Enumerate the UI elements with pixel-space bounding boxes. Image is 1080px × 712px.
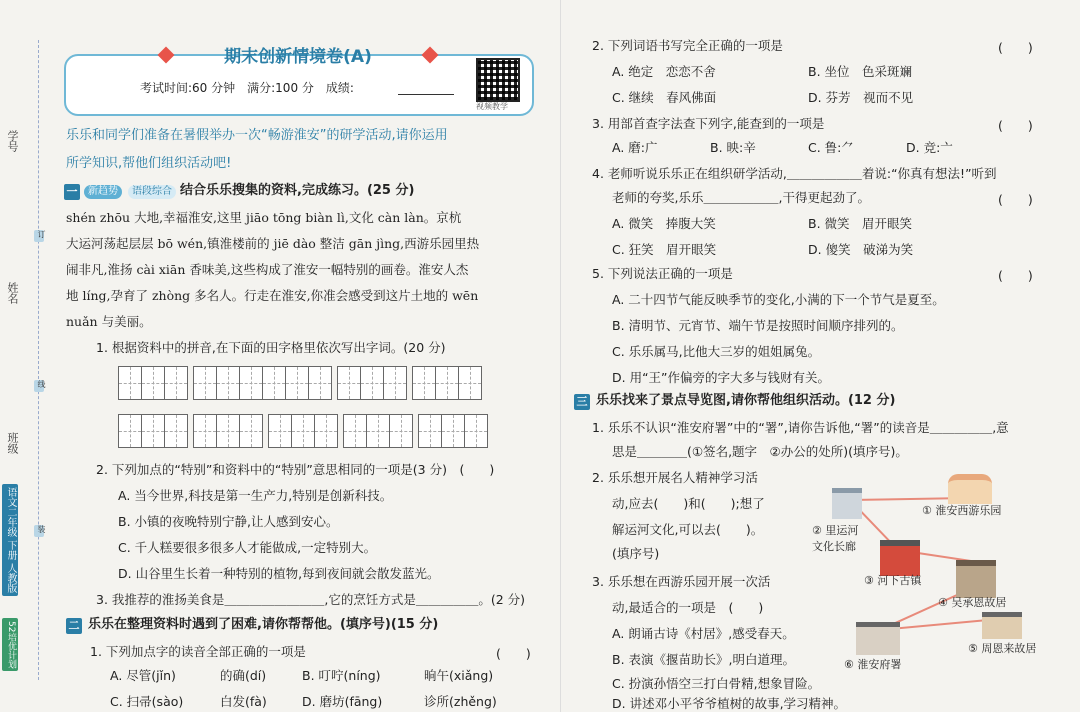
binding-zhuang: 装 xyxy=(37,525,46,533)
tianzige-cell[interactable] xyxy=(193,414,217,448)
intro-line-1: 乐乐和同学们准备在暑假举办一次“畅游淮安”的研学活动,请你运用 xyxy=(66,128,448,143)
s2-q4-option-d[interactable]: D. 傻笑 破涕为笑 xyxy=(808,242,914,257)
s3-q2-line-3[interactable]: 解运河文化,可以去( )。 xyxy=(612,522,764,537)
tianzige-cell[interactable] xyxy=(458,366,482,400)
s2-q3-option-a[interactable]: A. 磨:广 xyxy=(612,140,658,155)
s2-q1-word: 诊所(zhěng) xyxy=(424,694,497,709)
tianzige-cell[interactable] xyxy=(441,414,465,448)
s2-q1-word: 晌午(xiǎng) xyxy=(424,668,494,683)
tianzige-cell[interactable] xyxy=(343,414,367,448)
tianzige-cell[interactable] xyxy=(118,366,142,400)
s2-q4-line-2: 老师的夸奖,乐乐＿＿＿＿＿＿,干得更起劲了。 xyxy=(612,190,870,205)
s2-q1-option-d[interactable]: D. 磨坊(fāng) xyxy=(302,694,383,709)
s3-q2-line-4: (填序号) xyxy=(612,546,660,561)
binding-dashed-line xyxy=(38,40,39,680)
s2-q1-option-c[interactable]: C. 扫帚(sào) xyxy=(110,694,184,709)
class-label: 班级 xyxy=(6,432,19,454)
section1-tag: 新趋势 xyxy=(84,185,122,199)
map-label-4: ④ 吴承恩故居 xyxy=(938,596,1007,609)
tianzige-cell[interactable] xyxy=(141,414,165,448)
section2-badge: 二 xyxy=(66,618,82,634)
student-id-label: 学号 xyxy=(6,130,19,152)
map-label-2b: 文化长廊 xyxy=(812,540,856,553)
intro-line-2: 所学知识,帮他们组织活动吧! xyxy=(66,156,232,171)
s2-q1-option-a[interactable]: A. 尽管(jǐn) xyxy=(110,668,176,683)
landmark-icon xyxy=(832,488,862,519)
map-label-6: ⑥ 淮安府署 xyxy=(844,658,902,671)
landmark-icon xyxy=(948,474,992,504)
tianzige-cell[interactable] xyxy=(360,366,384,400)
s2-q3: 3. 用部首查字法查下列字,能查到的一项是 xyxy=(592,116,825,131)
section1-tag-2: 语段综合 xyxy=(128,185,176,199)
s3-q3-option-a[interactable]: A. 朗诵古诗《村居》,感受春天。 xyxy=(612,626,795,641)
passage-line-1: shén zhōu 大地,幸福淮安,这里 jiāo tōng biàn lì,文化 càn làn。京杭 xyxy=(66,210,462,225)
s2-q3-option-b[interactable]: B. 映:辛 xyxy=(710,140,756,155)
s1-q2: 2. 下列加点的“特别”和资料中的“特别”意思相同的一项是(3 分) ( ) xyxy=(96,462,495,477)
score-blank xyxy=(398,94,454,95)
binding-strip xyxy=(0,0,58,712)
s2-q5-option-d[interactable]: D. 用“王”作偏旁的字大多与钱财有关。 xyxy=(612,370,831,385)
s2-q1-option-b[interactable]: B. 叮咛(níng) xyxy=(302,668,381,683)
tianzige-cell[interactable] xyxy=(285,366,309,400)
s2-q5-answer[interactable]: ( ) xyxy=(998,268,1033,283)
s2-q2: 2. 下列词语书写完全正确的一项是 xyxy=(592,38,783,53)
exam-info: 考试时间:60 分钟 满分:100 分 成绩: xyxy=(140,81,354,95)
landmark-icon xyxy=(982,612,1022,639)
tianzige-cell[interactable] xyxy=(464,414,488,448)
landmark-icon xyxy=(880,540,920,576)
map-label-3: ③ 河下古镇 xyxy=(864,574,922,587)
tianzige-cell[interactable] xyxy=(164,414,188,448)
s2-q1-word: 白发(fà) xyxy=(220,694,267,709)
tianzige-cell[interactable] xyxy=(366,414,390,448)
s2-q4-option-a[interactable]: A. 微笑 捧腹大笑 xyxy=(612,216,716,231)
tianzige-cell[interactable] xyxy=(193,366,217,400)
section1-title: 结合乐乐搜集的资料,完成练习。(25 分) xyxy=(180,183,415,198)
s3-q3-option-c[interactable]: C. 扮演孙悟空三打白骨精,想象冒险。 xyxy=(612,676,821,691)
s2-q1-word: 的确(dí) xyxy=(220,668,267,683)
s2-q5: 5. 下列说法正确的一项是 xyxy=(592,266,733,281)
s3-q2-line-1: 2. 乐乐想开展名人精神学习活 xyxy=(592,470,758,485)
landmark-icon xyxy=(956,560,996,598)
s1-q2-option-a[interactable]: A. 当今世界,科技是第一生产力,特别是创新科技。 xyxy=(118,488,393,503)
qr-code[interactable] xyxy=(476,58,520,102)
s2-q3-option-d[interactable]: D. 竞:亠 xyxy=(906,140,953,155)
s2-q5-option-a[interactable]: A. 二十四节气能反映季节的变化,小满的下一个节气是夏至。 xyxy=(612,292,945,307)
tianzige-cell[interactable] xyxy=(389,414,413,448)
grade-badge: 语文二年级 下册 人教版 xyxy=(2,484,18,596)
tianzige-cell[interactable] xyxy=(216,366,240,400)
tianzige-cell[interactable] xyxy=(383,366,407,400)
tianzige-cell[interactable] xyxy=(418,414,442,448)
passage-line-5: nuǎn 与美丽。 xyxy=(66,314,152,329)
page-gutter xyxy=(560,0,561,712)
tianzige-cell[interactable] xyxy=(141,366,165,400)
map-label-5: ⑤ 周恩来故居 xyxy=(968,642,1037,655)
tianzige-cell[interactable] xyxy=(308,366,332,400)
s2-q2-option-b[interactable]: B. 坐位 色采斑斓 xyxy=(808,64,913,79)
s3-q3-line-1: 3. 乐乐想在西游乐园开展一次活 xyxy=(592,574,771,589)
tianzige-row-1[interactable] xyxy=(118,366,481,400)
s2-q5-option-c[interactable]: C. 乐乐属马,比他大三岁的姐姐属兔。 xyxy=(612,344,821,359)
tianzige-cell[interactable] xyxy=(337,366,361,400)
tianzige-cell[interactable] xyxy=(291,414,315,448)
s1-q3[interactable]: 3. 我推荐的淮扬美食是＿＿＿＿＿＿＿＿,它的烹饪方式是＿＿＿＿＿。(2 分) xyxy=(96,592,526,607)
tianzige-cell[interactable] xyxy=(164,366,188,400)
s2-q2-answer[interactable]: ( ) xyxy=(998,40,1033,55)
s2-q4-line-1: 4. 老师听说乐乐正在组织研学活动,＿＿＿＿＿＿着说:“你真有想法!”听到 xyxy=(592,166,997,181)
tianzige-cell[interactable] xyxy=(216,414,240,448)
s3-q2-line-2[interactable]: 动,应去( )和( );想了 xyxy=(612,496,765,511)
section1-badge: 一 xyxy=(64,184,80,200)
s2-q4-option-b[interactable]: B. 微笑 眉开眼笑 xyxy=(808,216,913,231)
s3-q1-line-1[interactable]: 1. 乐乐不认识“淮安府署”中的“署”,请你告诉他,“署”的读音是＿＿＿＿＿,意 xyxy=(592,420,1009,435)
tianzige-cell[interactable] xyxy=(314,414,338,448)
map-label-2: ② 里运河 xyxy=(812,524,859,537)
section3-badge: 三 xyxy=(574,394,590,410)
s2-q2-option-d[interactable]: D. 芬芳 视而不见 xyxy=(808,90,914,105)
tour-map xyxy=(812,470,1064,682)
tianzige-cell[interactable] xyxy=(118,414,142,448)
s3-q3-option-d[interactable]: D. 讲述邓小平爷爷植树的故事,学习精神。 xyxy=(612,696,847,711)
s2-q4-answer[interactable]: ( ) xyxy=(998,192,1033,207)
name-label: 姓名 xyxy=(6,282,19,304)
tianzige-cell[interactable] xyxy=(262,366,286,400)
s1-q2-option-c[interactable]: C. 千人糕要很多很多人才能做成,一定特别大。 xyxy=(118,540,377,555)
map-label-1: ① 淮安西游乐园 xyxy=(922,504,1002,517)
s1-q2-option-b[interactable]: B. 小镇的夜晚特别宁静,让人感到安心。 xyxy=(118,514,339,529)
passage-line-3: 闹非凡,淮扬 cài xiān 香味美,这些构成了淮安一幅特别的画卷。淮安人杰 xyxy=(66,262,469,277)
passage-line-4: 地 líng,孕育了 zhòng 多名人。行走在淮安,你准会感受到这片土地的 wēn xyxy=(66,288,479,303)
s2-q2-option-c[interactable]: C. 继续 春风佛面 xyxy=(612,90,717,105)
tianzige-cell[interactable] xyxy=(239,366,263,400)
s2-q3-answer[interactable]: ( ) xyxy=(998,118,1033,133)
binding-ding: 订 xyxy=(37,230,46,238)
s2-q4-option-c[interactable]: C. 狂笑 眉开眼笑 xyxy=(612,242,717,257)
qr-caption: 视频教学 xyxy=(476,102,508,111)
s3-q1-line-2[interactable]: 思是＿＿＿＿(①签名,题字 ②办公的处所)(填序号)。 xyxy=(612,444,908,459)
passage-line-2: 大运河荡起层层 bō wén,镇淮楼前的 jiē dào 整洁 gān jìng,西游乐园里热 xyxy=(66,236,480,251)
s2-q1: 1. 下列加点字的读音全部正确的一项是 xyxy=(90,644,306,659)
series-badge: 52培优计划 xyxy=(2,618,18,671)
s1-q1: 1. 根据资料中的拼音,在下面的田字格里依次写出字词。(20 分) xyxy=(96,340,446,355)
tianzige-cell[interactable] xyxy=(239,414,263,448)
section3-title: 乐乐找来了景点导览图,请你帮他组织活动。(12 分) xyxy=(596,393,896,408)
binding-xian: 线 xyxy=(37,380,46,388)
tianzige-row-2[interactable] xyxy=(118,414,487,448)
tianzige-cell[interactable] xyxy=(435,366,459,400)
tianzige-cell[interactable] xyxy=(412,366,436,400)
s2-q3-option-c[interactable]: C. 鲁:⺈ xyxy=(808,140,854,155)
section2-title: 乐乐在整理资料时遇到了困难,请你帮帮他。(填序号)(15 分) xyxy=(88,617,439,632)
s2-q1-answer[interactable]: ( ) xyxy=(496,646,531,661)
s3-q3-option-b[interactable]: B. 表演《揠苗助长》,明白道理。 xyxy=(612,652,795,667)
landmark-icon xyxy=(856,622,900,655)
exam-title: 期末创新情境卷(A) xyxy=(224,47,372,67)
s1-q2-option-d[interactable]: D. 山谷里生长着一种特别的植物,每到夜间就会散发蓝光。 xyxy=(118,566,440,581)
s2-q5-option-b[interactable]: B. 清明节、元宵节、端午节是按照时间顺序排列的。 xyxy=(612,318,904,333)
tianzige-cell[interactable] xyxy=(268,414,292,448)
s3-q3-line-2[interactable]: 动,最适合的一项是 ( ) xyxy=(612,600,764,615)
s2-q2-option-a[interactable]: A. 绝定 恋恋不舍 xyxy=(612,64,716,79)
